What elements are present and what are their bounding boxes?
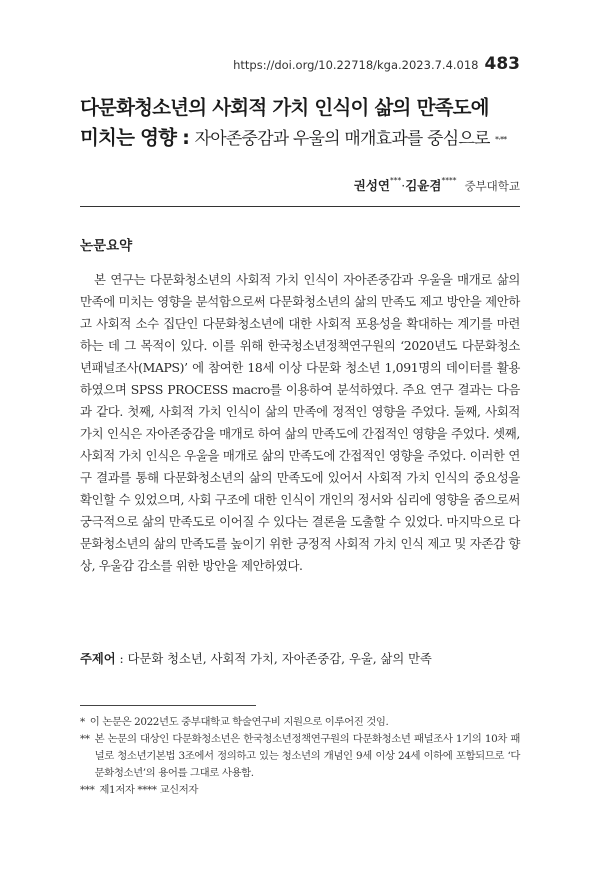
footnotes xyxy=(80,714,520,799)
footnote-text: 이 논문은 2022년도 중부대학교 학술연구비 지원으로 이루어진 것임. xyxy=(89,716,389,728)
author-separator: · xyxy=(401,178,406,193)
footnote-text: 제1저자 **** 교신저자 xyxy=(99,784,199,796)
title-subtitle: 자아존중감과 우울의 매개효과를 중심으로 xyxy=(194,129,490,149)
title-line-1: 다문화청소년의 사회적 가치 인식이 삶의 만족도에 xyxy=(80,96,489,119)
footnote-mark: *** xyxy=(80,784,95,796)
abstract-body xyxy=(80,269,520,577)
footnote-1 xyxy=(80,714,520,731)
author-1-mark: *** xyxy=(390,176,402,185)
paper-title xyxy=(80,93,540,154)
author-1: 권성연 xyxy=(353,178,390,193)
footnote-2 xyxy=(80,731,520,782)
footnote-divider xyxy=(80,705,256,706)
keywords-label: 주제어 xyxy=(80,652,116,666)
title-line-2 xyxy=(80,123,540,154)
affiliation: 중부대학교 xyxy=(464,179,520,193)
author-2: 김윤겸 xyxy=(405,178,442,193)
keywords-text: 다문화 청소년, 사회적 가치, 자아존중감, 우울, 삶의 만족 xyxy=(127,652,432,666)
author-2-mark: **** xyxy=(441,176,457,185)
page-header xyxy=(233,54,520,74)
abstract-heading: 논문요약 xyxy=(80,238,133,254)
title-main: 미치는 영향 : xyxy=(80,126,190,149)
abstract-paragraph: 본 연구는 다문화청소년의 사회적 가치 인식이 자아존중감과 우울을 매개로 삶의 만족에 미치는 영향을 분석함으로써 다문화청소년의 삶의 만족도 제고 방안을 제안하고 사회적 소수 집단인 다문화청소년에 대한 사회적 포용성을 확대하는 계기를 마련하는 데 그 목적이 있다. 이를 위해 한국청소년정책연구원의 ‘2020년도 다문화청소년패널조사(MAPS)’ 에 참여한 18세 이상 다문화 청소년 1,091명의 데이터를 활용하였으며 SPSS PROCESS macro를 이용하여 분석하였다. 주요 연구 결과는 다음과 같다. 첫째, 사회적 가치 인식이 삶의 만족에 정적인 영향을 주었다. 둘째, 사회적 가치 인식은 자아존중감을 매개로 하여 삶의 만족도에 간접적인 영향을 주었다. 셋째, 사회적 가치 인식은 우울을 매개로 삶의 만족도에 간접적인 영향을 주었다. 이러한 연구 결과를 통해 다문화청소년의 삶의 만족도에 있어서 사회적 가치 인식의 중요성을 확인할 수 있었으며, 사회 구조에 대한 인식이 개인의 정서와 심리에 영향을 줌으로써 궁극적으로 삶의 만족도로 이어질 수 있다는 결론을 도출할 수 있었다. 마지막으로 다문화청소년의 삶의 만족도를 높이기 위한 긍정적 사회적 가치 인식 제고 및 자존감 향상, 우울감 감소를 위한 방안을 제안하였다. xyxy=(80,272,520,573)
page-number: 483 xyxy=(484,54,520,74)
footnote-mark: ** xyxy=(80,733,90,745)
footnote-text: 본 논문의 대상인 다문화청소년은 한국청소년정책연구원의 다문화청소년 패널조사 1기의 10차 패널로 청소년기본법 3조에서 정의하고 있는 청소년의 개념인 9세 이상 24세 이하에 포함되므로 ‘다문화청소년’의 용어를 그대로 사용함. xyxy=(94,733,520,779)
keywords xyxy=(80,649,520,667)
author-line xyxy=(354,176,520,194)
doi-link[interactable]: https://doi.org/10.22718/kga.2023.7.4.018 xyxy=(233,58,479,72)
footnote-mark: * xyxy=(80,716,85,728)
header-divider xyxy=(80,206,520,207)
keywords-separator: : xyxy=(115,652,128,666)
footnote-3 xyxy=(80,782,520,799)
title-footnote-marks: *·** xyxy=(495,135,507,144)
